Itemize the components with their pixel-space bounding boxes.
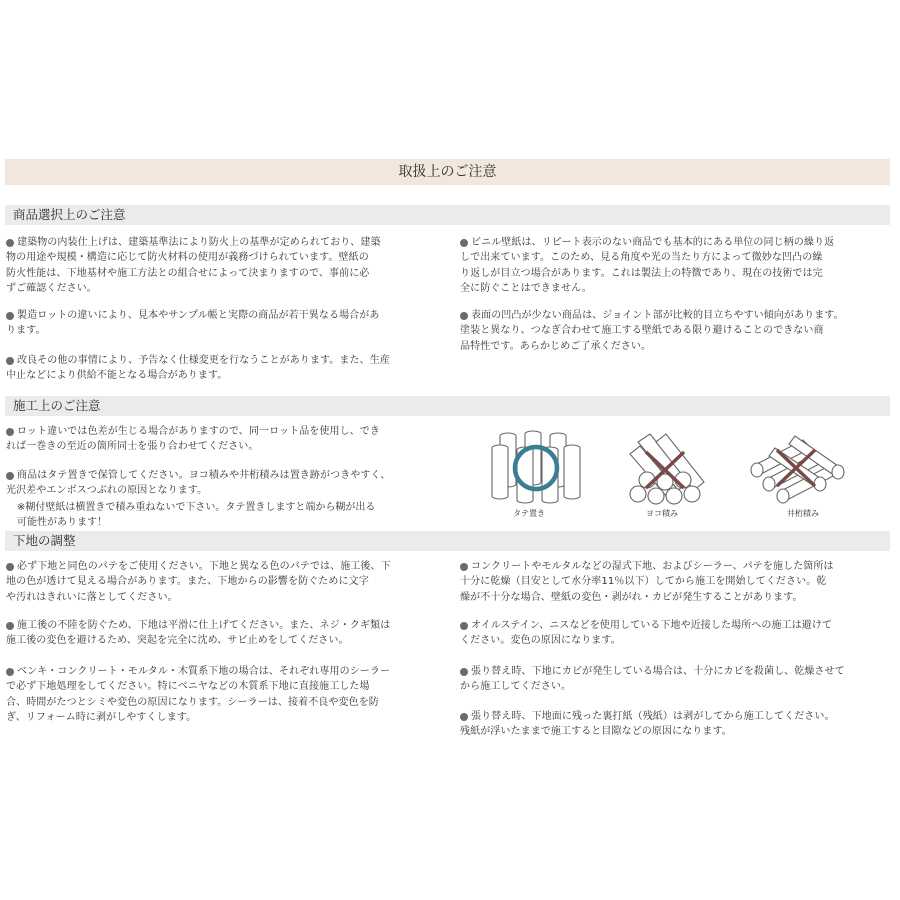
horizontal-stack-illustration: [624, 430, 708, 506]
bullet-item: ビニル壁紙は、リピート表示のない商品でも基本的にある単位の同じ柄の繰り返 しで出来ています。このため、見る角度や光の当たり方によって微妙な凹凸の繰 り返しが目立つ場合があります。これは製法上の特徴であり、現在の技術では完 全に防ぐことはできません。: [460, 237, 835, 294]
bullet-item: 表面の凹凸が少ない商品は、ジョイント部が比較的目立ちやすい傾向があります。 塗装と異なり、つなぎ合わせて施工する壁紙である限り避けることのできない商 品特性です。あらかじめご了承ください。: [460, 310, 844, 352]
bullet-dot-icon: [6, 428, 14, 436]
bullet-dot-icon: [460, 563, 468, 571]
bullet-item: ベンキ・コンクリート・モルタル・木質系下地の場合は、それぞれ専用のシーラー で必ず下地処理をしてください。特にベニヤなどの木質系下地に直接施工した場 合、時間がたつとシミや変色の原因になります。シーラーは、接着不良や変色を防 ぎ、リフォーム時に剥がしやすくします。: [6, 666, 391, 723]
bullet-item: 張り替え時、下地にカビが発生している場合は、十分にカビを殺菌し、乾燥させて から施工してください。: [460, 666, 845, 693]
bullet-dot-icon: [460, 668, 468, 676]
section-title-construction: 施工上のご注意: [5, 396, 890, 416]
bullet-dot-icon: [6, 312, 14, 320]
bullet-dot-icon: [6, 472, 14, 480]
bullet-dot-icon: [6, 668, 14, 676]
bullet-dot-icon: [460, 713, 468, 721]
bullet-dot-icon: [460, 312, 468, 320]
section-title-substrate: 下地の調整: [5, 531, 890, 551]
caption-vertical: タテ置き: [513, 509, 545, 518]
vertical-storage-illustration: [488, 428, 584, 508]
bullet-item: 張り替え時、下地面に残った裏打紙（残紙）は剥がしてから施工してください。 残紙が浮いたままで施工すると目隙などの原因になります。: [460, 711, 835, 738]
caption-crosswise: 井桁積み: [787, 509, 819, 518]
bullet-item: 必ず下地と同色のパテをご使用ください。下地と異なる色のパテでは、施工後、下 地の色が透けて見える場合があります。また、下地からの影響を防ぐために文字 や汚れはきれいに落としてください。: [6, 561, 391, 603]
bullet-item: 製造ロットの違いにより、見本やサンプル帳と実際の商品が若干異なる場合があ ります。: [6, 310, 380, 337]
bullet-item: コンクリートやモルタルなどの湿式下地、およびシーラー、パテを施した箇所は 十分に乾燥（目安として水分率11％以下）してから施工を開始してください。乾 燥が不十分な場合、壁紙の変色・剥がれ・カビが発生することがあります。: [460, 561, 834, 603]
bullet-item: 施工後の不陸を防ぐため、下地は平滑に仕上げてください。また、ネジ・クギ類は 施工後の変色を避けるため、突起を完全に沈め、サビ止めをしてください。: [6, 620, 391, 647]
section-title-selection: 商品選択上のご注意: [5, 205, 890, 225]
crosswise-stack-illustration: [745, 430, 847, 506]
bullet-item: ロット違いでは色差が生じる場合がありますので、同一ロット品を使用し、でき れば一巻きの至近の箇所同士を張り合わせてください。: [6, 426, 380, 453]
bullet-dot-icon: [6, 357, 14, 365]
bullet-dot-icon: [6, 563, 14, 571]
bullet-item: 改良その他の事情により、予告なく仕様変更を行なうことがあります。また、生産 中止などにより供給不能となる場合があります。: [6, 355, 390, 382]
bullet-dot-icon: [460, 239, 468, 247]
caption-horizontal: ヨコ積み: [646, 509, 678, 518]
bullet-item: 商品はタテ置きで保管してください。ヨコ積みや井桁積みは置き跡がつきやすく、 光沢差やエンボスつぶれの原因となります。: [6, 470, 391, 497]
bullet-dot-icon: [460, 622, 468, 630]
storage-note: ※糊付壁紙は横置きで積み重ねないで下さい。タテ置きしますと端から糊が出る 可能性があります！: [17, 502, 376, 528]
bullet-dot-icon: [6, 622, 14, 630]
bullet-item: オイルステイン、ニスなどを使用している下地や近接した場所への施工は避けて ください。変色の原因になります。: [460, 620, 833, 647]
bullet-dot-icon: [6, 239, 14, 247]
bullet-item: 建築物の内装仕上げは、建築基準法により防火上の基準が定められており、建築 物の用途や規模・構造に応じて防火材料の使用が義務づけられています。壁紙の 防火性能は、下地基材や施工方法との組合せによって決まりますので、事前に必 ずご確認ください。: [6, 237, 381, 294]
page-title: 取扱上のご注意: [5, 159, 890, 185]
